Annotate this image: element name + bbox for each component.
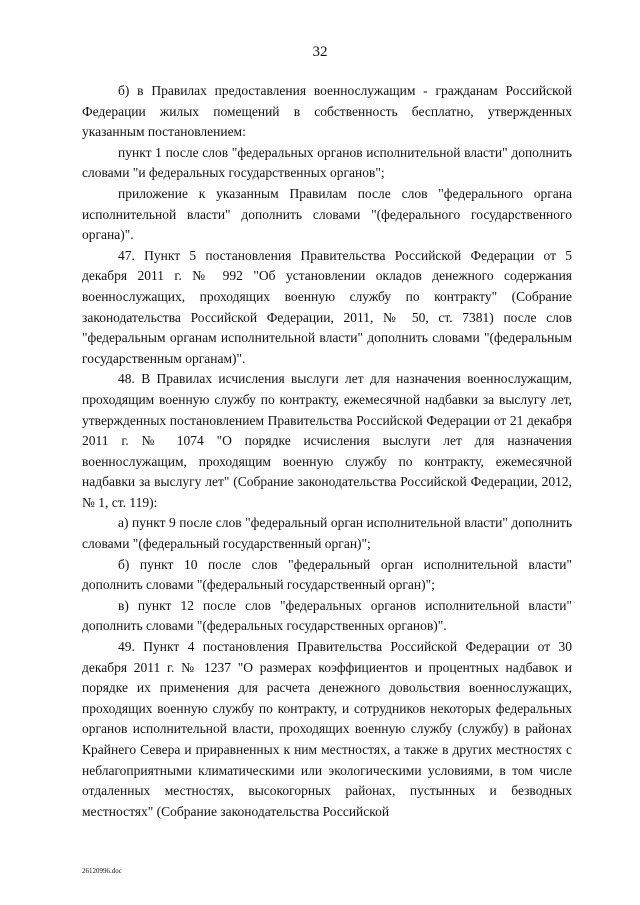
paragraph-48: 48. В Правилах исчисления выслуги лет для назначения военнослужащим, проходящим военную службу по контракту, ежемесячной надбавки за выслугу лет, утвержденных постановлением Правительства Российской Федерации от 21 декабря 2011 г. № 1074 "О порядке исчисления выслуги лет для назначения военнослужащим, проходящим военную службу по контракту, ежемесячной надбавки за выслугу лет" (Собрание законодательства Российской Федерации, 2012, № 1, ст. 119):	[82, 371, 572, 510]
paragraph-item-b-rules-housing: б) в Правилах предоставления военнослужащим - гражданам Российской Федерации жилых помещений в собственность бесплатно, утвержденных указанным постановлением:	[82, 83, 572, 140]
paragraph-48-a: а) пункт 9 после слов "федеральный орган исполнительной власти" дополнить словами "(федеральный государственный орган)";	[82, 515, 572, 552]
paragraph-48-b: б) пункт 10 после слов "федеральный орган исполнительной власти" дополнить словами "(федеральный государственный орган)";	[82, 556, 572, 593]
document-body	[82, 81, 572, 822]
page-number: 32	[312, 44, 328, 60]
paragraph-47: 47. Пункт 5 постановления Правительства Российской Федерации от 5 декабря 2011 г. № 992 "Об установлении окладов денежного содержания военнослужащих, проходящих военную службу по контракту" (Собрание законодательства Российской Федерации, 2011, № 50, ст. 7381) после слов "федеральным органам исполнительной власти" дополнить словами "(федеральным государственным органам)".	[82, 247, 572, 366]
paragraph-48-v: в) пункт 12 после слов "федеральных органов исполнительной власти" дополнить словами "(федеральных государственных органов)".	[82, 597, 572, 634]
document-filename: 26120996.doc	[82, 867, 122, 875]
paragraph-49: 49. Пункт 4 постановления Правительства Российской Федерации от 30 декабря 2011 г. № 1237 "О размерах коэффициентов и процентных надбавок и порядке их применения для расчета денежного довольствия военнослужащих, проходящих военную службу по контракту, и сотрудников некоторых федеральных органов исполнительной власти, проходящих военную службу (службу) в районах Крайнего Севера и приравненных к ним местностях, а также в других местностях с неблагоприятными климатическими или экологическими условиями, в том числе отдаленных местностях, высокогорных районах, пустынных и безводных местностях" (Собрание законодательства Российской	[82, 639, 572, 819]
paragraph-point-1: пункт 1 после слов "федеральных органов исполнительной власти" дополнить словами "и федеральных государственных органов";	[82, 144, 572, 181]
paragraph-appendix: приложение к указанным Правилам после слов "федерального органа исполнительной власти" дополнить словами "(федерального государственного органа)".	[82, 185, 572, 243]
